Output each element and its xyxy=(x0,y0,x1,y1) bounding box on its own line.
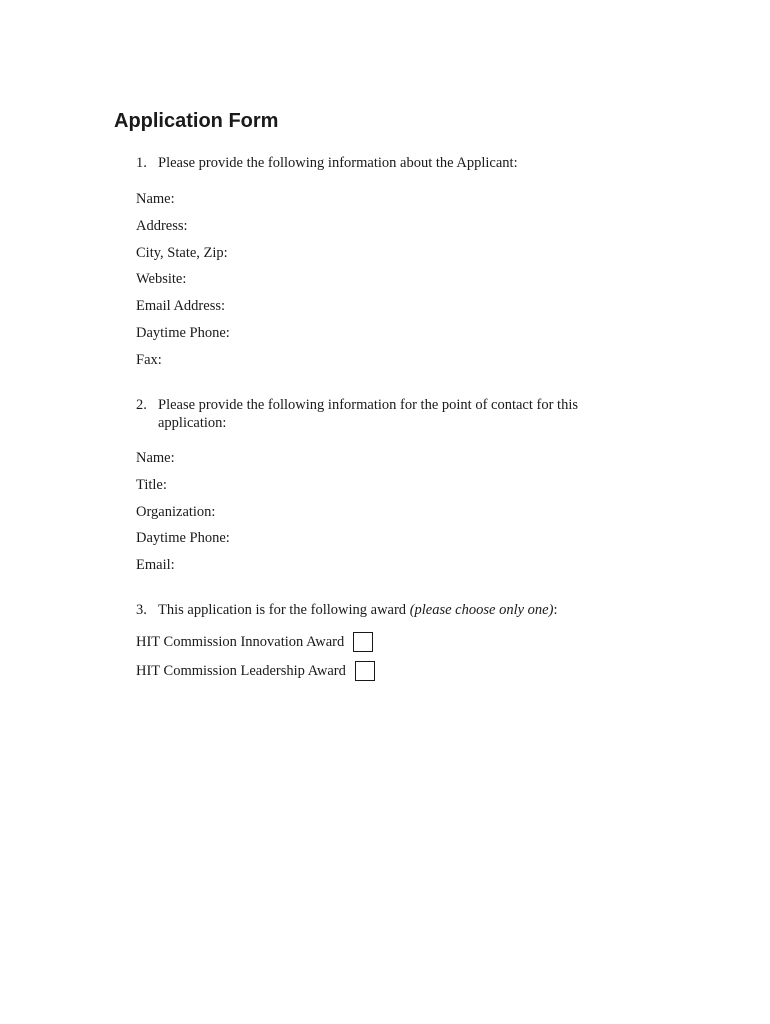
award-option-innovation xyxy=(136,632,373,652)
leadership-award-checkbox[interactable] xyxy=(355,661,375,681)
award-option-label: HIT Commission Innovation Award xyxy=(136,634,345,650)
applicant-fax-label: Fax: xyxy=(136,352,162,368)
question-3 xyxy=(136,601,616,619)
contact-name-label: Name: xyxy=(136,450,175,466)
award-option-leadership xyxy=(136,661,375,681)
applicant-daytime-phone-label: Daytime Phone: xyxy=(136,325,230,341)
question-1-number: 1. xyxy=(136,155,147,171)
contact-organization-label: Organization: xyxy=(136,504,216,520)
question-1 xyxy=(136,154,616,172)
question-2-text: Please provide the following information for the point of contact for this application: xyxy=(158,397,578,431)
question-3-text-main: This application is for the following award xyxy=(158,602,410,618)
question-2-number: 2. xyxy=(136,397,147,413)
applicant-city-state-zip-label: City, State, Zip: xyxy=(136,245,228,261)
innovation-award-checkbox[interactable] xyxy=(353,632,373,652)
applicant-address-label: Address: xyxy=(136,218,188,234)
contact-title-label: Title: xyxy=(136,477,167,493)
contact-email-label: Email: xyxy=(136,557,175,573)
award-option-label: HIT Commission Leadership Award xyxy=(136,663,346,679)
applicant-name-label: Name: xyxy=(136,191,175,207)
question-3-text xyxy=(158,601,616,619)
question-3-text-italic: (please choose only one) xyxy=(409,602,554,618)
question-3-text-suffix: : xyxy=(553,602,558,618)
question-3-number: 3. xyxy=(136,602,147,618)
contact-daytime-phone-label: Daytime Phone: xyxy=(136,530,230,546)
question-1-text: Please provide the following information about the Applicant: xyxy=(158,155,518,171)
applicant-website-label: Website: xyxy=(136,271,187,287)
question-2 xyxy=(136,396,616,432)
applicant-email-label: Email Address: xyxy=(136,298,226,314)
page-title: Application Form xyxy=(114,110,279,132)
